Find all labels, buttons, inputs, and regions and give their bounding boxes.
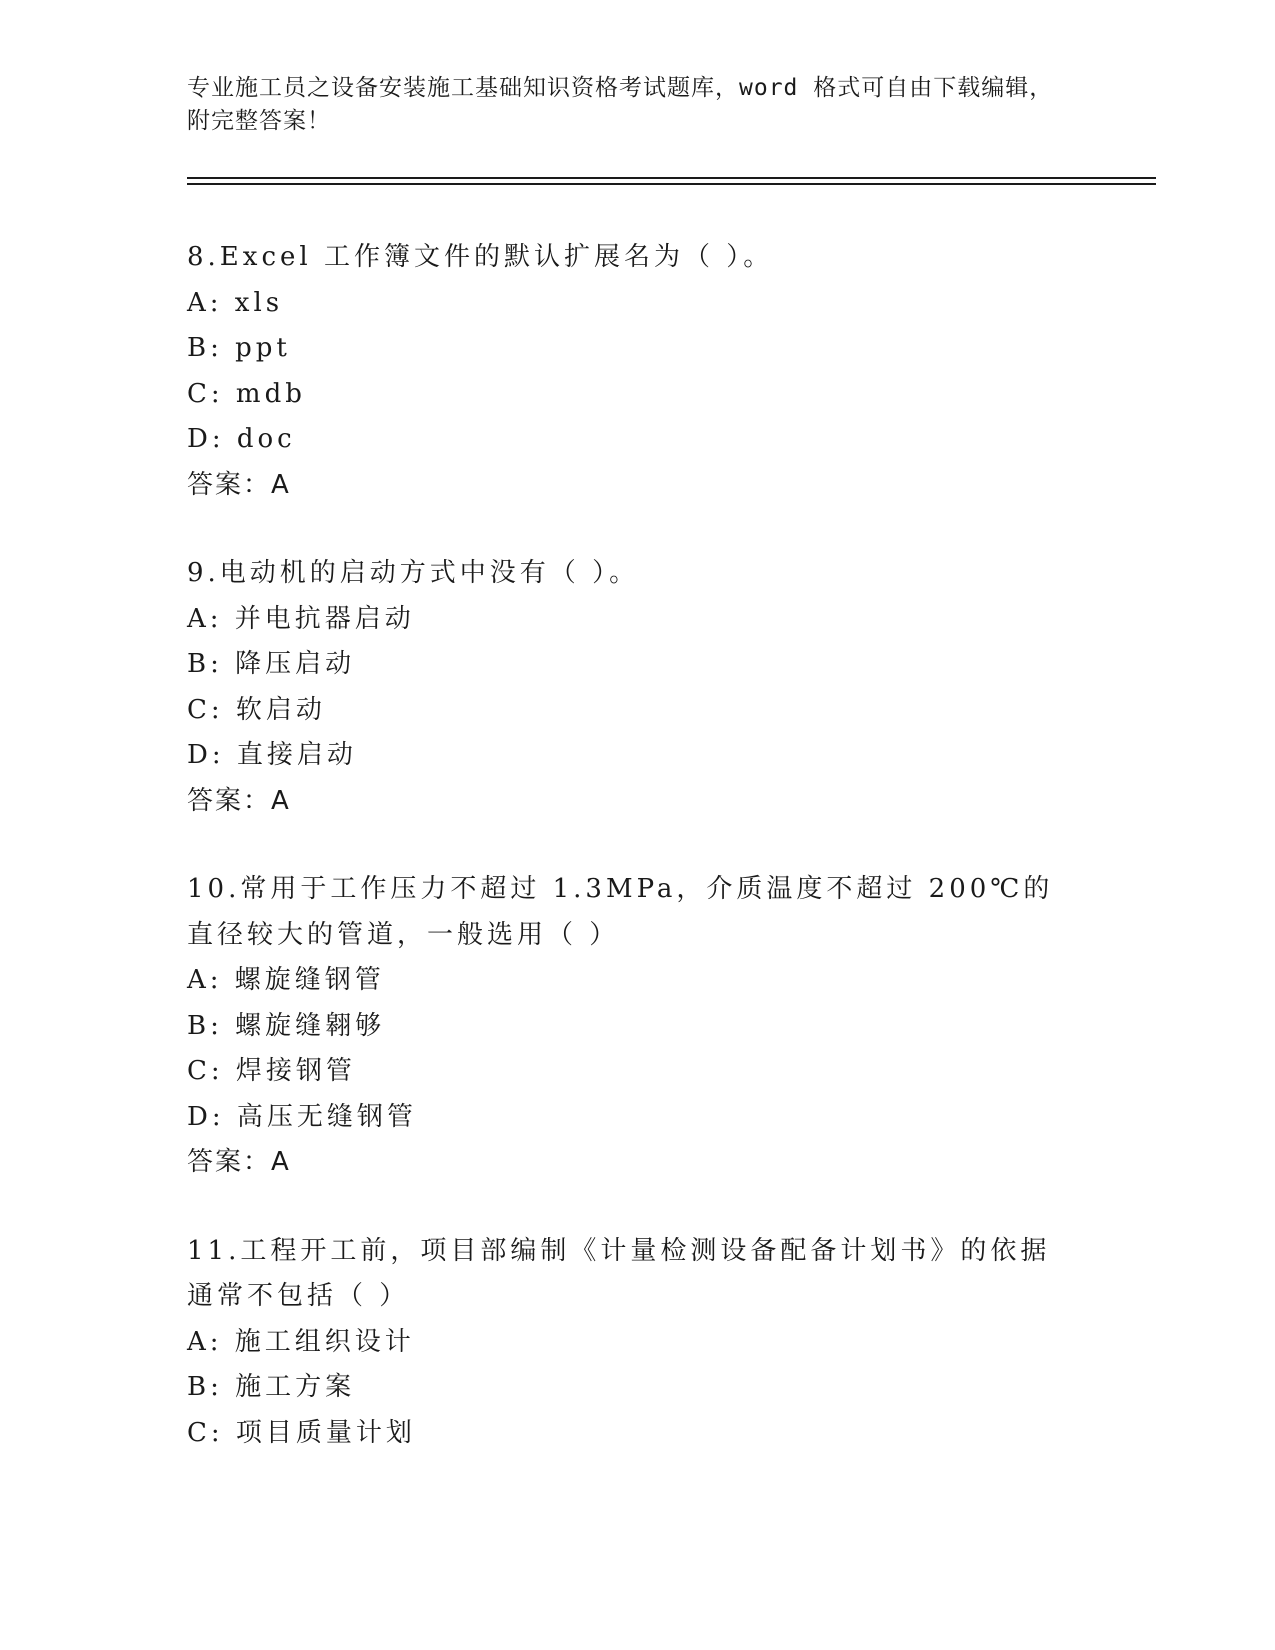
- option-c: C: 软启动: [187, 694, 326, 725]
- question-10: [187, 867, 1087, 1186]
- option-a: A: 施工组织设计: [187, 1326, 415, 1357]
- option-b: B: 降压启动: [187, 649, 356, 679]
- option-d: D: 直接启动: [187, 740, 357, 770]
- question-11: [187, 1229, 1087, 1457]
- document-header: 专业施工员之设备安装施工基础知识资格考试题库，word 格式可自由下载编辑，附完整答案！: [187, 75, 1054, 134]
- option-c: C: mdb: [187, 378, 306, 409]
- header-rule-top: [187, 177, 1156, 179]
- option-b: B: ppt: [187, 333, 291, 363]
- answer-line: 答案：A: [187, 785, 291, 816]
- option-c: C: 项目质量计划: [187, 1417, 416, 1448]
- answer-line: 答案：A: [187, 469, 291, 500]
- question-list: [187, 235, 1087, 1499]
- question-9: [187, 551, 1087, 824]
- option-c: C: 焊接钢管: [187, 1056, 356, 1086]
- option-b: B: 施工方案: [187, 1372, 356, 1402]
- question-stem: 9.电动机的启动方式中没有（ ）。: [187, 558, 640, 588]
- option-a: A: xls: [187, 287, 284, 318]
- option-a: A: 并电抗器启动: [187, 603, 415, 634]
- header-rule-bottom: [187, 183, 1156, 185]
- option-b: B: 螺旋缝翱够: [187, 1010, 386, 1041]
- answer-line: 答案：A: [187, 1147, 291, 1177]
- option-d: D: 高压无缝钢管: [187, 1101, 417, 1132]
- question-stem: 11.工程开工前，项目部编制《计量检测设备配备计划书》的依据通常不包括（ ）: [187, 1235, 1051, 1311]
- question-8: [187, 235, 1087, 508]
- question-stem: 8.Excel 工作簿文件的默认扩展名为（ ）。: [187, 242, 774, 272]
- option-a: A: 螺旋缝钢管: [187, 965, 385, 995]
- question-stem: 10.常用于工作压力不超过 1.3MPa，介质温度不超过 200℃的直径较大的管道，一般选用（ ）: [187, 874, 1054, 950]
- option-d: D: doc: [187, 424, 296, 454]
